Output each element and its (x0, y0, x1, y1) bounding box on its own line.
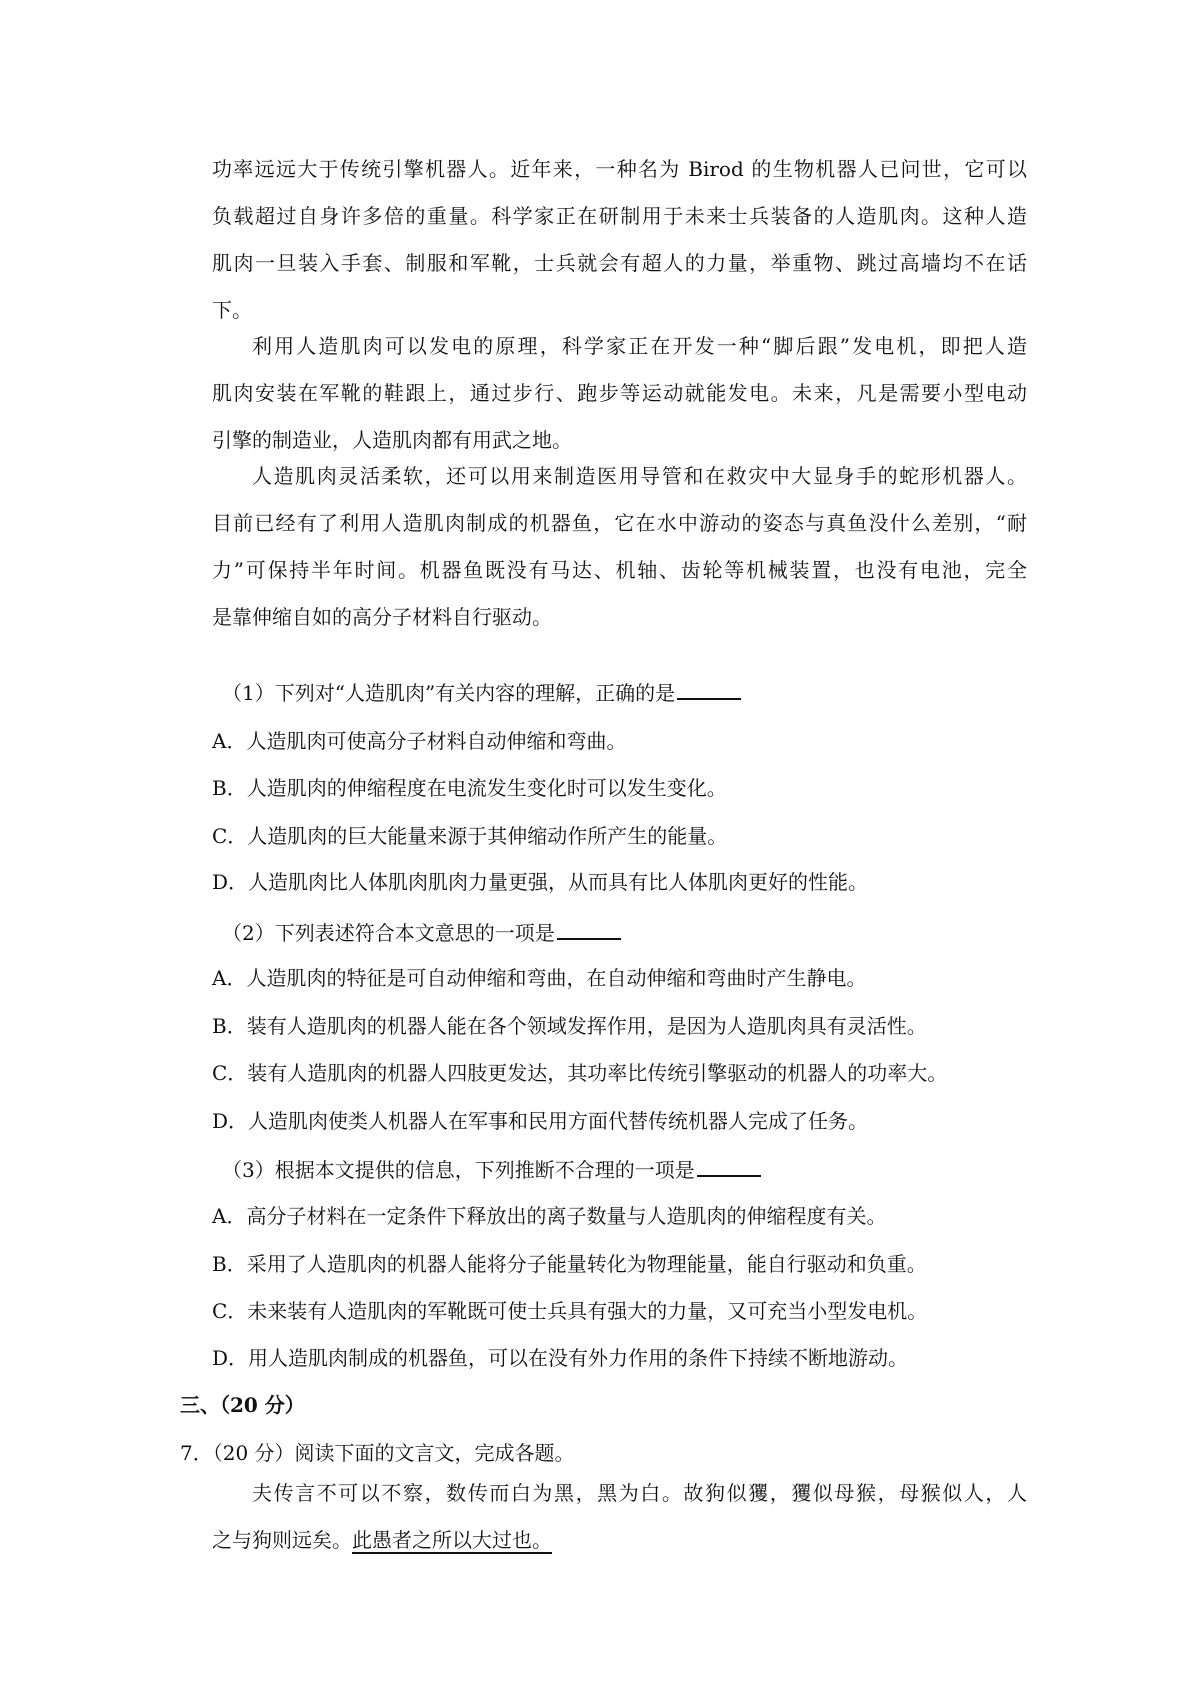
passage-paragraph-3 (212, 453, 1027, 641)
passage-line: 力”可保持半年时间。机器鱼既没有马达、机轴、齿轮等机械装置，也没有电池，完全 (212, 558, 1027, 582)
answer-blank[interactable] (677, 676, 741, 700)
question-3-option-a: A．高分子材料在一定条件下释放出的离子数量与人造肌肉的伸缩程度有关。 (212, 1204, 887, 1228)
question-3-option-c: C．未来装有人造肌肉的军靴既可使士兵具有强大的力量，又可充当小型发电机。 (212, 1299, 928, 1323)
question-3-option-b: B．采用了人造肌肉的机器人能将分子能量转化为物理能量，能自行驱动和负重。 (212, 1252, 927, 1276)
passage-line: 是靠伸缩自如的高分子材料自行驱动。 (212, 605, 552, 629)
question-1-option-a: A．人造肌肉可使高分子材料自动伸缩和弯曲。 (212, 729, 627, 753)
question-2-stem: （2）下列表述符合本文意思的一项是 (222, 916, 621, 948)
passage-line: 肌肉一旦装入手套、制服和军靴，士兵就会有超人的力量，举重物、跳过高墙均不在话 (212, 251, 1027, 275)
underlined-sentence: 此愚者之所以大过也。 (352, 1528, 552, 1552)
classical-text: 之与狗则远矣。 (212, 1528, 352, 1552)
question-2-option-a: A．人造肌肉的特征是可自动伸缩和弯曲，在自动伸缩和弯曲时产生静电。 (212, 966, 867, 990)
question-2-option-d: D．人造肌肉使类人机器人在军事和民用方面代替传统机器人完成了任务。 (212, 1109, 869, 1133)
passage-line: 功率远远大于传统引擎机器人。近年来，一种名为 Birod 的生物机器人已问世，它可以 (212, 157, 1027, 181)
passage-line: 肌肉安装在军靴的鞋跟上，通过步行、跑步等运动就能发电。未来，凡是需要小型电动 (212, 381, 1027, 405)
question-1-option-b: B．人造肌肉的伸缩程度在电流发生变化时可以发生变化。 (212, 776, 727, 800)
passage-line: 负载超过自身许多倍的重量。科学家正在研制用于未来士兵装备的人造肌肉。这种人造 (212, 204, 1027, 228)
question-1-option-c: C．人造肌肉的巨大能量来源于其伸缩动作所产生的能量。 (212, 824, 728, 848)
question-3-stem: （3）根据本文提供的信息，下列推断不合理的一项是 (222, 1153, 761, 1185)
passage-paragraph-1 (212, 146, 1027, 334)
passage-line: 下。 (212, 298, 252, 322)
passage-line: 目前已经有了利用人造肌肉制成的机器鱼，它在水中游动的姿态与真鱼没什么差别，“耐 (212, 511, 1027, 535)
classical-line (212, 1517, 1027, 1564)
question-1-stem: （1）下列对“人造肌肉”有关内容的理解，正确的是 (222, 676, 741, 708)
classical-line: 夫传言不可以不察，数传而白为黑，黑为白。故狗似玃，玃似母猴，母猴似人，人 (252, 1481, 1027, 1505)
question-2-option-b: B．装有人造肌肉的机器人能在各个领域发挥作用，是因为人造肌肉具有灵活性。 (212, 1014, 927, 1038)
classical-passage (212, 1470, 1027, 1564)
question-7-stem: 7．（20 分）阅读下面的文言文，完成各题。 (180, 1441, 575, 1465)
question-3-option-d: D．用人造肌肉制成的机器鱼，可以在没有外力作用的条件下持续不断地游动。 (212, 1346, 909, 1370)
question-1-option-d: D．人造肌肉比人体肌肉肌肉力量更强，从而具有比人体肌肉更好的性能。 (212, 870, 869, 894)
passage-line: 引擎的制造业，人造肌肉都有用武之地。 (212, 428, 572, 452)
answer-blank[interactable] (697, 1153, 761, 1177)
passage-paragraph-2 (212, 323, 1027, 464)
section-heading: 三、（20 分） (180, 1393, 305, 1417)
question-2-option-c: C．装有人造肌肉的机器人四肢更发达，其功率比传统引擎驱动的机器人的功率大。 (212, 1061, 948, 1085)
passage-line: 人造肌肉灵活柔软，还可以用来制造医用导管和在救灾中大显身手的蛇形机器人。 (252, 464, 1027, 488)
answer-blank[interactable] (557, 916, 621, 940)
passage-line: 利用人造肌肉可以发电的原理，科学家正在开发一种“脚后跟”发电机，即把人造 (252, 334, 1027, 358)
